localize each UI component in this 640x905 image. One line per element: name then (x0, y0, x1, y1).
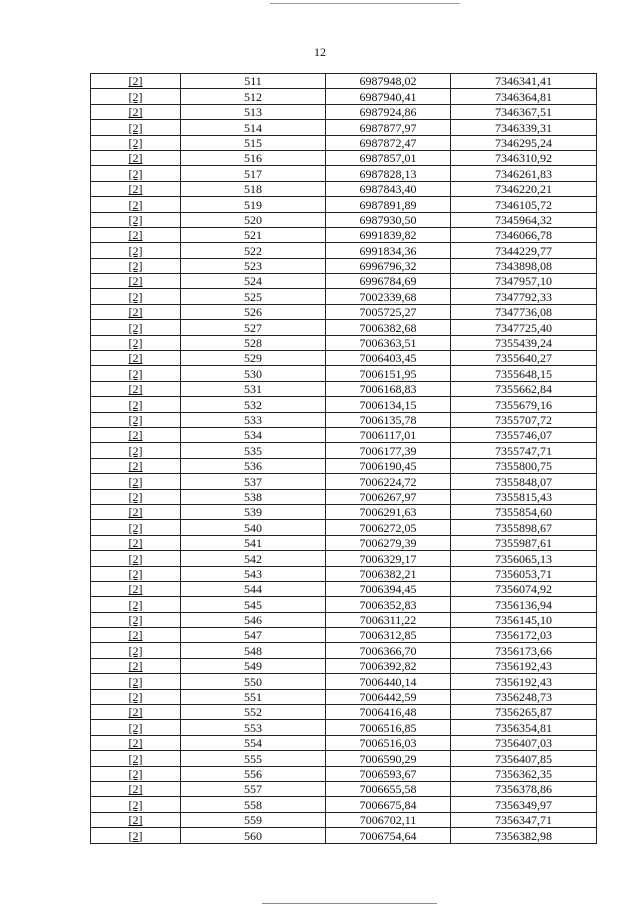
y-coordinate-cell: 7344229,77 (451, 243, 597, 258)
table-row (91, 551, 597, 566)
point-number-cell: 560 (181, 828, 326, 843)
point-number-cell: 528 (181, 335, 326, 350)
point-number-cell: 549 (181, 658, 326, 673)
source-ref-cell: [2] (91, 258, 181, 273)
table-row (91, 74, 597, 89)
table-row (91, 812, 597, 827)
table-row (91, 274, 597, 289)
x-coordinate-cell: 7006516,03 (326, 735, 451, 750)
y-coordinate-cell: 7346105,72 (451, 197, 597, 212)
scan-edge-line-bottom (262, 903, 437, 904)
point-number-cell: 552 (181, 705, 326, 720)
table-row (91, 658, 597, 673)
point-number-cell: 539 (181, 504, 326, 519)
table-row (91, 381, 597, 396)
source-ref-cell: [2] (91, 227, 181, 242)
x-coordinate-cell: 6987877,97 (326, 120, 451, 135)
y-coordinate-cell: 7356378,86 (451, 781, 597, 796)
x-coordinate-cell: 7006177,39 (326, 443, 451, 458)
table-row (91, 397, 597, 412)
source-ref-cell: [2] (91, 351, 181, 366)
source-ref-cell: [2] (91, 181, 181, 196)
table-row (91, 720, 597, 735)
y-coordinate-cell: 7346261,83 (451, 166, 597, 181)
y-coordinate-cell: 7356065,13 (451, 551, 597, 566)
x-coordinate-cell: 6991839,82 (326, 227, 451, 242)
point-number-cell: 543 (181, 566, 326, 581)
y-coordinate-cell: 7356053,71 (451, 566, 597, 581)
x-coordinate-cell: 7006754,64 (326, 828, 451, 843)
y-coordinate-cell: 7355707,72 (451, 412, 597, 427)
y-coordinate-cell: 7356192,43 (451, 674, 597, 689)
point-number-cell: 517 (181, 166, 326, 181)
source-ref-cell: [2] (91, 581, 181, 596)
source-ref-cell: [2] (91, 397, 181, 412)
y-coordinate-cell: 7347736,08 (451, 304, 597, 319)
table-row (91, 705, 597, 720)
x-coordinate-cell: 7006329,17 (326, 551, 451, 566)
coordinates-table (90, 73, 597, 844)
point-number-cell: 538 (181, 489, 326, 504)
table-row (91, 443, 597, 458)
y-coordinate-cell: 7346066,78 (451, 227, 597, 242)
table-row (91, 412, 597, 427)
coordinates-table-body (91, 74, 597, 844)
point-number-cell: 532 (181, 397, 326, 412)
table-row (91, 104, 597, 119)
source-ref-cell: [2] (91, 150, 181, 165)
y-coordinate-cell: 7347725,40 (451, 320, 597, 335)
x-coordinate-cell: 7006440,14 (326, 674, 451, 689)
source-ref-cell: [2] (91, 628, 181, 643)
table-row (91, 612, 597, 627)
y-coordinate-cell: 7356354,81 (451, 720, 597, 735)
table-row (91, 581, 597, 596)
y-coordinate-cell: 7356382,98 (451, 828, 597, 843)
page-number: 12 (314, 45, 326, 59)
y-coordinate-cell: 7356347,71 (451, 812, 597, 827)
point-number-cell: 520 (181, 212, 326, 227)
table-row (91, 135, 597, 150)
table-row (91, 781, 597, 796)
source-ref-cell: [2] (91, 489, 181, 504)
y-coordinate-cell: 7346339,31 (451, 120, 597, 135)
y-coordinate-cell: 7356362,35 (451, 766, 597, 781)
y-coordinate-cell: 7356192,43 (451, 658, 597, 673)
table-row (91, 766, 597, 781)
table-row (91, 566, 597, 581)
source-ref-cell: [2] (91, 658, 181, 673)
point-number-cell: 551 (181, 689, 326, 704)
point-number-cell: 535 (181, 443, 326, 458)
source-ref-cell: [2] (91, 412, 181, 427)
y-coordinate-cell: 7347957,10 (451, 274, 597, 289)
y-coordinate-cell: 7346341,41 (451, 74, 597, 89)
point-number-cell: 557 (181, 781, 326, 796)
point-number-cell: 530 (181, 366, 326, 381)
source-ref-cell: [2] (91, 289, 181, 304)
table-row (91, 366, 597, 381)
point-number-cell: 531 (181, 381, 326, 396)
y-coordinate-cell: 7345964,32 (451, 212, 597, 227)
source-ref-cell: [2] (91, 243, 181, 258)
source-ref-cell: [2] (91, 458, 181, 473)
source-ref-cell: [2] (91, 828, 181, 843)
source-ref-cell: [2] (91, 89, 181, 104)
y-coordinate-cell: 7346367,51 (451, 104, 597, 119)
table-row (91, 304, 597, 319)
y-coordinate-cell: 7356248,73 (451, 689, 597, 704)
source-ref-cell: [2] (91, 643, 181, 658)
point-number-cell: 514 (181, 120, 326, 135)
table-row (91, 643, 597, 658)
point-number-cell: 511 (181, 74, 326, 89)
x-coordinate-cell: 7006655,58 (326, 781, 451, 796)
x-coordinate-cell: 6987930,50 (326, 212, 451, 227)
y-coordinate-cell: 7346310,92 (451, 150, 597, 165)
point-number-cell: 516 (181, 150, 326, 165)
table-row (91, 735, 597, 750)
source-ref-cell: [2] (91, 104, 181, 119)
x-coordinate-cell: 7002339,68 (326, 289, 451, 304)
source-ref-cell: [2] (91, 304, 181, 319)
source-ref-cell: [2] (91, 335, 181, 350)
source-ref-cell: [2] (91, 689, 181, 704)
table-row (91, 212, 597, 227)
source-ref-cell: [2] (91, 135, 181, 150)
source-ref-cell: [2] (91, 812, 181, 827)
x-coordinate-cell: 7006135,78 (326, 412, 451, 427)
y-coordinate-cell: 7355746,07 (451, 427, 597, 442)
scan-edge-line-top (270, 3, 460, 4)
x-coordinate-cell: 7006267,97 (326, 489, 451, 504)
source-ref-cell: [2] (91, 443, 181, 458)
point-number-cell: 527 (181, 320, 326, 335)
y-coordinate-cell: 7355800,75 (451, 458, 597, 473)
x-coordinate-cell: 6996784,69 (326, 274, 451, 289)
table-row (91, 351, 597, 366)
source-ref-cell: [2] (91, 705, 181, 720)
x-coordinate-cell: 7006593,67 (326, 766, 451, 781)
source-ref-cell: [2] (91, 427, 181, 442)
point-number-cell: 536 (181, 458, 326, 473)
source-ref-cell: [2] (91, 166, 181, 181)
table-row (91, 120, 597, 135)
point-number-cell: 555 (181, 751, 326, 766)
point-number-cell: 522 (181, 243, 326, 258)
table-row (91, 197, 597, 212)
y-coordinate-cell: 7346295,24 (451, 135, 597, 150)
table-row (91, 597, 597, 612)
x-coordinate-cell: 6987872,47 (326, 135, 451, 150)
table-row (91, 535, 597, 550)
y-coordinate-cell: 7355854,60 (451, 504, 597, 519)
x-coordinate-cell: 7006134,15 (326, 397, 451, 412)
x-coordinate-cell: 7006366,70 (326, 643, 451, 658)
table-row (91, 474, 597, 489)
point-number-cell: 559 (181, 812, 326, 827)
point-number-cell: 548 (181, 643, 326, 658)
point-number-cell: 553 (181, 720, 326, 735)
point-number-cell: 525 (181, 289, 326, 304)
x-coordinate-cell: 7006311,22 (326, 612, 451, 627)
x-coordinate-cell: 6996796,32 (326, 258, 451, 273)
x-coordinate-cell: 6987857,01 (326, 150, 451, 165)
y-coordinate-cell: 7356172,03 (451, 628, 597, 643)
x-coordinate-cell: 7006392,82 (326, 658, 451, 673)
source-ref-cell: [2] (91, 535, 181, 550)
point-number-cell: 541 (181, 535, 326, 550)
x-coordinate-cell: 6987891,89 (326, 197, 451, 212)
source-ref-cell: [2] (91, 781, 181, 796)
table-row (91, 320, 597, 335)
x-coordinate-cell: 7006382,68 (326, 320, 451, 335)
y-coordinate-cell: 7356074,92 (451, 581, 597, 596)
point-number-cell: 554 (181, 735, 326, 750)
x-coordinate-cell: 7006702,11 (326, 812, 451, 827)
table-row (91, 751, 597, 766)
source-ref-cell: [2] (91, 735, 181, 750)
table-row (91, 828, 597, 843)
table-row (91, 504, 597, 519)
point-number-cell: 546 (181, 612, 326, 627)
y-coordinate-cell: 7346364,81 (451, 89, 597, 104)
table-row (91, 797, 597, 812)
table-row (91, 243, 597, 258)
x-coordinate-cell: 7006590,29 (326, 751, 451, 766)
source-ref-cell: [2] (91, 320, 181, 335)
x-coordinate-cell: 7006516,85 (326, 720, 451, 735)
y-coordinate-cell: 7356145,10 (451, 612, 597, 627)
source-ref-cell: [2] (91, 551, 181, 566)
x-coordinate-cell: 6987828,13 (326, 166, 451, 181)
y-coordinate-cell: 7343898,08 (451, 258, 597, 273)
table-row (91, 489, 597, 504)
point-number-cell: 545 (181, 597, 326, 612)
point-number-cell: 512 (181, 89, 326, 104)
point-number-cell: 513 (181, 104, 326, 119)
x-coordinate-cell: 7006190,45 (326, 458, 451, 473)
y-coordinate-cell: 7356407,85 (451, 751, 597, 766)
y-coordinate-cell: 7356265,87 (451, 705, 597, 720)
table-row (91, 458, 597, 473)
table-row (91, 427, 597, 442)
y-coordinate-cell: 7355898,67 (451, 520, 597, 535)
point-number-cell: 544 (181, 581, 326, 596)
y-coordinate-cell: 7355648,15 (451, 366, 597, 381)
table-row (91, 520, 597, 535)
x-coordinate-cell: 7006382,21 (326, 566, 451, 581)
source-ref-cell: [2] (91, 520, 181, 535)
x-coordinate-cell: 7006394,45 (326, 581, 451, 596)
y-coordinate-cell: 7355640,27 (451, 351, 597, 366)
x-coordinate-cell: 7006352,83 (326, 597, 451, 612)
y-coordinate-cell: 7356136,94 (451, 597, 597, 612)
source-ref-cell: [2] (91, 474, 181, 489)
source-ref-cell: [2] (91, 797, 181, 812)
y-coordinate-cell: 7355848,07 (451, 474, 597, 489)
x-coordinate-cell: 7006416,48 (326, 705, 451, 720)
x-coordinate-cell: 6991834,36 (326, 243, 451, 258)
point-number-cell: 534 (181, 427, 326, 442)
source-ref-cell: [2] (91, 751, 181, 766)
x-coordinate-cell: 6987843,40 (326, 181, 451, 196)
x-coordinate-cell: 7005725,27 (326, 304, 451, 319)
x-coordinate-cell: 7006675,84 (326, 797, 451, 812)
source-ref-cell: [2] (91, 566, 181, 581)
x-coordinate-cell: 7006312,85 (326, 628, 451, 643)
point-number-cell: 540 (181, 520, 326, 535)
point-number-cell: 529 (181, 351, 326, 366)
source-ref-cell: [2] (91, 597, 181, 612)
source-ref-cell: [2] (91, 274, 181, 289)
source-ref-cell: [2] (91, 212, 181, 227)
y-coordinate-cell: 7346220,21 (451, 181, 597, 196)
x-coordinate-cell: 7006291,63 (326, 504, 451, 519)
y-coordinate-cell: 7355987,61 (451, 535, 597, 550)
y-coordinate-cell: 7356349,97 (451, 797, 597, 812)
table-row (91, 335, 597, 350)
table-row (91, 289, 597, 304)
y-coordinate-cell: 7347792,33 (451, 289, 597, 304)
x-coordinate-cell: 6987948,02 (326, 74, 451, 89)
point-number-cell: 556 (181, 766, 326, 781)
x-coordinate-cell: 7006363,51 (326, 335, 451, 350)
source-ref-cell: [2] (91, 197, 181, 212)
source-ref-cell: [2] (91, 366, 181, 381)
y-coordinate-cell: 7356173,66 (451, 643, 597, 658)
table-row (91, 689, 597, 704)
table-row (91, 258, 597, 273)
x-coordinate-cell: 7006403,45 (326, 351, 451, 366)
x-coordinate-cell: 7006279,39 (326, 535, 451, 550)
source-ref-cell: [2] (91, 504, 181, 519)
point-number-cell: 542 (181, 551, 326, 566)
y-coordinate-cell: 7355815,43 (451, 489, 597, 504)
point-number-cell: 550 (181, 674, 326, 689)
point-number-cell: 533 (181, 412, 326, 427)
x-coordinate-cell: 7006151,95 (326, 366, 451, 381)
point-number-cell: 547 (181, 628, 326, 643)
table-row (91, 150, 597, 165)
y-coordinate-cell: 7355439,24 (451, 335, 597, 350)
table-row (91, 674, 597, 689)
source-ref-cell: [2] (91, 381, 181, 396)
x-coordinate-cell: 7006117,01 (326, 427, 451, 442)
source-ref-cell: [2] (91, 720, 181, 735)
source-ref-cell: [2] (91, 766, 181, 781)
x-coordinate-cell: 7006168,83 (326, 381, 451, 396)
x-coordinate-cell: 7006442,59 (326, 689, 451, 704)
y-coordinate-cell: 7355662,84 (451, 381, 597, 396)
x-coordinate-cell: 6987940,41 (326, 89, 451, 104)
point-number-cell: 521 (181, 227, 326, 242)
point-number-cell: 526 (181, 304, 326, 319)
table-row (91, 166, 597, 181)
y-coordinate-cell: 7356407,03 (451, 735, 597, 750)
x-coordinate-cell: 7006224,72 (326, 474, 451, 489)
y-coordinate-cell: 7355679,16 (451, 397, 597, 412)
source-ref-cell: [2] (91, 74, 181, 89)
point-number-cell: 558 (181, 797, 326, 812)
table-row (91, 227, 597, 242)
table-row (91, 181, 597, 196)
point-number-cell: 537 (181, 474, 326, 489)
x-coordinate-cell: 6987924,86 (326, 104, 451, 119)
x-coordinate-cell: 7006272,05 (326, 520, 451, 535)
source-ref-cell: [2] (91, 674, 181, 689)
table-row (91, 89, 597, 104)
point-number-cell: 523 (181, 258, 326, 273)
table-row (91, 628, 597, 643)
point-number-cell: 518 (181, 181, 326, 196)
source-ref-cell: [2] (91, 612, 181, 627)
source-ref-cell: [2] (91, 120, 181, 135)
point-number-cell: 524 (181, 274, 326, 289)
y-coordinate-cell: 7355747,71 (451, 443, 597, 458)
point-number-cell: 515 (181, 135, 326, 150)
point-number-cell: 519 (181, 197, 326, 212)
